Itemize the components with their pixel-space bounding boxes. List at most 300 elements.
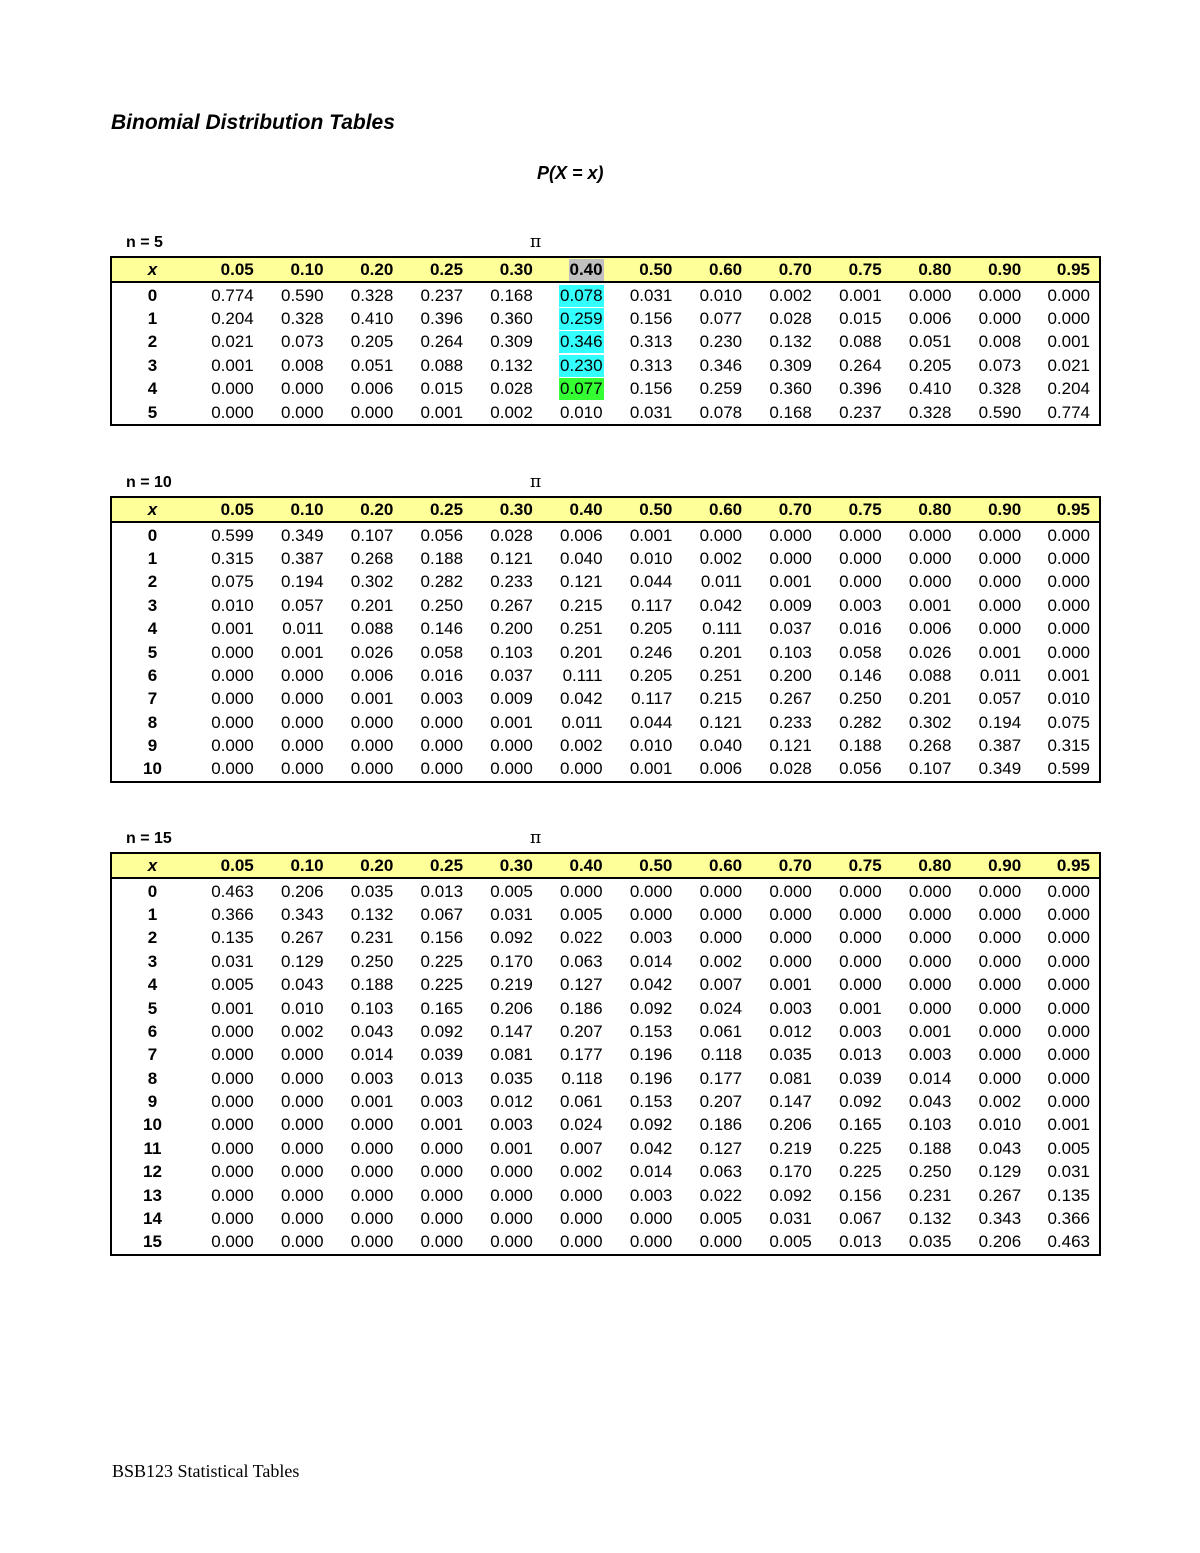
probability-cell xyxy=(542,400,612,424)
probability-value: 0.000 xyxy=(211,759,254,779)
probability-value: 0.001 xyxy=(1047,665,1090,685)
probability-cell xyxy=(612,400,682,424)
probability-value: 0.282 xyxy=(420,572,464,592)
probability-value: 0.001 xyxy=(1047,332,1090,352)
probability-value: 0.001 xyxy=(629,525,673,545)
probability-value: 0.010 xyxy=(211,595,254,615)
probability-cell xyxy=(751,307,821,330)
probability-value: 0.463 xyxy=(1047,1232,1090,1252)
pi-column-header xyxy=(891,853,961,878)
probability-value: 0.599 xyxy=(1047,759,1090,779)
probability-cell xyxy=(193,400,263,424)
probability-cell xyxy=(472,1183,542,1206)
probability-value: 0.000 xyxy=(560,1209,603,1229)
probability-cell xyxy=(751,1067,821,1090)
probability-value: 0.313 xyxy=(629,355,673,375)
binomial-table xyxy=(110,852,1101,1256)
header-value: 0.50 xyxy=(639,500,673,520)
probability-cell xyxy=(751,377,821,400)
probability-cell xyxy=(402,1113,472,1136)
probability-value: 0.219 xyxy=(769,1138,812,1158)
probability-value: 0.051 xyxy=(350,355,394,375)
probability-cell xyxy=(612,996,682,1019)
probability-value: 0.039 xyxy=(839,1068,882,1088)
probability-cell xyxy=(472,687,542,710)
probability-value: 0.000 xyxy=(908,928,952,948)
probability-cell xyxy=(681,1183,751,1206)
header-value: 0.90 xyxy=(988,500,1022,520)
probability-cell xyxy=(960,1113,1030,1136)
probability-cell xyxy=(891,1137,961,1160)
probability-cell xyxy=(891,330,961,353)
probability-cell xyxy=(891,973,961,996)
table-row xyxy=(111,1183,1100,1206)
probability-value: 0.000 xyxy=(978,951,1022,971)
probability-cell xyxy=(472,903,542,926)
probability-cell xyxy=(821,757,891,781)
probability-value: 0.028 xyxy=(490,379,533,399)
probability-cell xyxy=(960,950,1030,973)
probability-value: 0.092 xyxy=(839,1092,882,1112)
probability-value: 0.328 xyxy=(280,308,324,328)
probability-cell xyxy=(612,1043,682,1066)
probability-value: 0.225 xyxy=(420,975,464,995)
probability-value: 0.092 xyxy=(629,998,673,1018)
probability-value: 0.121 xyxy=(769,736,812,756)
x-value-cell: 11 xyxy=(143,1138,162,1158)
probability-value: 0.302 xyxy=(908,712,952,732)
probability-value: 0.078 xyxy=(560,285,603,305)
probability-cell xyxy=(612,354,682,377)
probability-value: 0.000 xyxy=(839,881,882,901)
probability-cell xyxy=(333,640,403,663)
probability-cell xyxy=(891,1183,961,1206)
probability-value: 0.000 xyxy=(769,928,812,948)
probability-value: 0.343 xyxy=(280,904,324,924)
probability-value: 0.346 xyxy=(560,332,603,352)
probability-cell xyxy=(193,1183,263,1206)
probability-cell xyxy=(402,996,472,1019)
probability-value: 0.016 xyxy=(839,619,882,639)
probability-cell xyxy=(681,734,751,757)
probability-cell xyxy=(472,522,542,546)
probability-value: 0.264 xyxy=(420,332,464,352)
probability-value: 0.111 xyxy=(562,665,603,685)
probability-cell xyxy=(821,973,891,996)
probability-cell xyxy=(612,1113,682,1136)
probability-cell xyxy=(960,878,1030,902)
probability-cell xyxy=(612,547,682,570)
probability-value: 0.153 xyxy=(629,1021,673,1041)
pi-column-header xyxy=(333,853,403,878)
probability-value: 0.088 xyxy=(350,619,394,639)
probability-value: 0.000 xyxy=(280,1185,324,1205)
probability-cell xyxy=(1030,687,1100,710)
probability-cell xyxy=(612,640,682,663)
probability-cell xyxy=(751,757,821,781)
probability-value: 0.146 xyxy=(839,665,882,685)
pi-column-header xyxy=(472,853,542,878)
pi-column-header xyxy=(681,497,751,522)
header-value: 0.50 xyxy=(639,856,673,876)
probability-cell xyxy=(612,711,682,734)
probability-value: 0.349 xyxy=(978,759,1022,779)
probability-value: 0.230 xyxy=(699,332,743,352)
header-value: 0.25 xyxy=(429,260,464,280)
probability-cell xyxy=(193,1113,263,1136)
probability-value: 0.003 xyxy=(839,595,882,615)
probability-value: 0.000 xyxy=(280,1115,324,1135)
probability-cell xyxy=(612,1160,682,1183)
probability-value: 0.063 xyxy=(699,1162,743,1182)
probability-value: 0.014 xyxy=(350,1045,394,1065)
n-label: n = 5 xyxy=(126,234,163,251)
probability-value: 0.000 xyxy=(1047,1092,1090,1112)
probability-value: 0.015 xyxy=(839,308,882,328)
probability-cell xyxy=(751,1160,821,1183)
probability-value: 0.010 xyxy=(629,736,673,756)
probability-value: 0.000 xyxy=(1047,1068,1090,1088)
probability-cell xyxy=(891,1020,961,1043)
probability-cell xyxy=(472,950,542,973)
probability-value: 0.001 xyxy=(350,689,394,709)
x-value-cell: 6 xyxy=(147,665,158,685)
probability-cell xyxy=(193,1230,263,1254)
pi-column-header xyxy=(891,257,961,282)
probability-cell xyxy=(891,903,961,926)
probability-cell xyxy=(821,307,891,330)
probability-value: 0.328 xyxy=(350,285,394,305)
probability-value: 0.031 xyxy=(629,285,673,305)
probability-cell xyxy=(402,1160,472,1183)
probability-cell xyxy=(402,594,472,617)
probability-cell xyxy=(612,1090,682,1113)
probability-value: 0.230 xyxy=(560,355,603,375)
probability-value: 0.042 xyxy=(629,975,673,995)
probability-cell xyxy=(960,1067,1030,1090)
probability-value: 0.040 xyxy=(699,736,743,756)
x-value-cell: 6 xyxy=(147,1021,158,1041)
x-value-cell: 12 xyxy=(143,1162,162,1182)
probability-value: 0.204 xyxy=(211,308,254,328)
probability-value: 0.103 xyxy=(350,998,394,1018)
probability-cell xyxy=(193,1043,263,1066)
probability-cell xyxy=(263,354,333,377)
probability-cell xyxy=(891,757,961,781)
probability-value: 0.000 xyxy=(908,904,952,924)
probability-cell xyxy=(542,330,612,353)
page-footer: BSB123 Statistical Tables xyxy=(112,1461,300,1481)
probability-value: 0.103 xyxy=(490,642,533,662)
probability-value: 0.001 xyxy=(420,1115,464,1135)
probability-value: 0.077 xyxy=(560,379,603,399)
probability-cell xyxy=(681,687,751,710)
x-value-cell: 2 xyxy=(147,332,158,352)
probability-cell xyxy=(542,547,612,570)
header-value: 0.10 xyxy=(290,260,324,280)
probability-value: 0.127 xyxy=(560,975,603,995)
probability-value: 0.387 xyxy=(280,548,324,568)
probability-cell xyxy=(891,617,961,640)
probability-value: 0.010 xyxy=(1047,689,1090,709)
probability-value: 0.031 xyxy=(490,904,533,924)
probability-value: 0.774 xyxy=(1047,402,1090,422)
probability-value: 0.000 xyxy=(211,1115,254,1135)
probability-value: 0.000 xyxy=(1047,1021,1090,1041)
probability-cell xyxy=(960,640,1030,663)
probability-value: 0.000 xyxy=(350,712,394,732)
probability-cell xyxy=(1030,1160,1100,1183)
pi-column-header xyxy=(960,497,1030,522)
probability-cell xyxy=(333,903,403,926)
probability-cell xyxy=(472,1043,542,1066)
probability-value: 0.000 xyxy=(560,881,603,901)
table-row xyxy=(111,617,1100,640)
probability-cell xyxy=(333,282,403,306)
header-value: 0.20 xyxy=(360,500,394,520)
probability-cell xyxy=(472,926,542,949)
probability-value: 0.026 xyxy=(908,642,952,662)
probability-value: 0.267 xyxy=(490,595,533,615)
probability-value: 0.117 xyxy=(631,689,673,709)
table-section-n15 xyxy=(110,828,1101,1256)
probability-value: 0.000 xyxy=(839,975,882,995)
table-row xyxy=(111,973,1100,996)
probability-cell xyxy=(472,1160,542,1183)
table-section-n10 xyxy=(110,472,1101,783)
probability-value: 0.000 xyxy=(908,548,952,568)
header-row xyxy=(111,497,1100,522)
probability-value: 0.204 xyxy=(1047,379,1090,399)
probability-value: 0.251 xyxy=(699,665,743,685)
probability-cell xyxy=(891,522,961,546)
probability-cell xyxy=(472,377,542,400)
probability-cell xyxy=(751,617,821,640)
probability-value: 0.237 xyxy=(420,285,464,305)
probability-cell xyxy=(891,400,961,424)
probability-value: 0.147 xyxy=(769,1092,812,1112)
probability-cell xyxy=(263,1020,333,1043)
probability-value: 0.000 xyxy=(211,1045,254,1065)
probability-cell xyxy=(333,354,403,377)
probability-value: 0.200 xyxy=(769,665,812,685)
probability-value: 0.051 xyxy=(908,332,952,352)
probability-cell xyxy=(681,330,751,353)
pi-column-header xyxy=(402,497,472,522)
probability-cell xyxy=(193,757,263,781)
probability-cell xyxy=(1030,330,1100,353)
probability-value: 0.000 xyxy=(978,619,1022,639)
probability-cell xyxy=(193,307,263,330)
probability-value: 0.250 xyxy=(420,595,464,615)
probability-cell xyxy=(891,1160,961,1183)
table-row xyxy=(111,1137,1100,1160)
probability-cell xyxy=(960,1230,1030,1254)
probability-value: 0.022 xyxy=(699,1185,743,1205)
binomial-table xyxy=(110,496,1101,783)
probability-value: 0.006 xyxy=(350,379,394,399)
probability-cell xyxy=(263,1230,333,1254)
probability-value: 0.111 xyxy=(702,619,743,639)
probability-value: 0.000 xyxy=(350,1115,394,1135)
probability-cell xyxy=(751,400,821,424)
x-value-cell: 13 xyxy=(143,1185,162,1205)
probability-cell xyxy=(542,757,612,781)
probability-value: 0.188 xyxy=(350,975,394,995)
probability-cell xyxy=(402,973,472,996)
header-value: 0.20 xyxy=(360,856,394,876)
probability-cell xyxy=(891,1090,961,1113)
probability-cell xyxy=(333,377,403,400)
probability-value: 0.000 xyxy=(350,1232,394,1252)
probability-value: 0.309 xyxy=(769,355,812,375)
table-row xyxy=(111,1230,1100,1254)
probability-cell xyxy=(751,1137,821,1160)
table-row xyxy=(111,687,1100,710)
probability-cell xyxy=(333,687,403,710)
probability-cell xyxy=(193,1020,263,1043)
probability-value: 0.000 xyxy=(280,712,324,732)
probability-cell xyxy=(542,354,612,377)
probability-value: 0.000 xyxy=(211,1232,254,1252)
probability-cell xyxy=(1030,570,1100,593)
probability-value: 0.177 xyxy=(699,1068,743,1088)
probability-value: 0.012 xyxy=(769,1021,812,1041)
probability-cell xyxy=(821,1043,891,1066)
probability-cell xyxy=(960,926,1030,949)
pi-column-header xyxy=(263,853,333,878)
probability-value: 0.000 xyxy=(908,881,952,901)
probability-cell xyxy=(472,1137,542,1160)
pi-column-header xyxy=(263,257,333,282)
probability-value: 0.315 xyxy=(211,548,254,568)
probability-value: 0.599 xyxy=(211,525,254,545)
pi-column-header xyxy=(193,853,263,878)
probability-cell xyxy=(1030,1207,1100,1230)
probability-cell xyxy=(960,996,1030,1019)
probability-cell xyxy=(333,757,403,781)
probability-value: 0.170 xyxy=(490,951,533,971)
probability-value: 0.000 xyxy=(839,525,882,545)
x-value-cell: 3 xyxy=(147,951,158,971)
probability-cell xyxy=(193,734,263,757)
probability-cell xyxy=(402,757,472,781)
probability-value: 0.000 xyxy=(280,1138,324,1158)
probability-cell xyxy=(612,282,682,306)
probability-cell xyxy=(402,617,472,640)
probability-cell xyxy=(402,664,472,687)
x-value-cell: 4 xyxy=(147,619,158,639)
probability-cell xyxy=(891,996,961,1019)
probability-cell xyxy=(333,1113,403,1136)
probability-cell xyxy=(681,1090,751,1113)
probability-cell xyxy=(542,307,612,330)
table-row xyxy=(111,354,1100,377)
probability-cell xyxy=(193,1090,263,1113)
probability-value: 0.000 xyxy=(1047,642,1090,662)
probability-cell xyxy=(1030,400,1100,424)
probability-cell xyxy=(472,354,542,377)
probability-value: 0.215 xyxy=(699,689,743,709)
probability-cell xyxy=(681,1043,751,1066)
probability-cell xyxy=(472,1230,542,1254)
pi-column-header xyxy=(821,853,891,878)
probability-value: 0.075 xyxy=(211,572,254,592)
probability-cell xyxy=(263,1067,333,1090)
probability-cell xyxy=(821,1020,891,1043)
probability-cell xyxy=(821,400,891,424)
probability-value: 0.031 xyxy=(769,1209,812,1229)
probability-value: 0.006 xyxy=(908,308,952,328)
probability-cell xyxy=(612,926,682,949)
probability-cell xyxy=(193,570,263,593)
probability-value: 0.201 xyxy=(908,689,952,709)
probability-cell xyxy=(193,903,263,926)
header-value: 0.70 xyxy=(778,500,812,520)
probability-cell xyxy=(681,594,751,617)
probability-value: 0.201 xyxy=(699,642,743,662)
probability-value: 0.360 xyxy=(769,379,812,399)
probability-value: 0.003 xyxy=(629,928,673,948)
probability-value: 0.000 xyxy=(490,1162,533,1182)
probability-cell xyxy=(960,711,1030,734)
probability-value: 0.021 xyxy=(1047,355,1090,375)
probability-cell xyxy=(821,926,891,949)
probability-value: 0.000 xyxy=(420,712,464,732)
pi-column-header xyxy=(821,497,891,522)
probability-cell xyxy=(1030,377,1100,400)
probability-value: 0.008 xyxy=(280,355,324,375)
probability-value: 0.042 xyxy=(699,595,743,615)
highlighted-header-value: 0.40 xyxy=(569,260,603,280)
probability-value: 0.075 xyxy=(1047,712,1090,732)
probability-value: 0.219 xyxy=(490,975,533,995)
probability-value: 0.024 xyxy=(699,998,743,1018)
probability-value: 0.000 xyxy=(908,285,952,305)
probability-value: 0.002 xyxy=(769,285,812,305)
probability-cell xyxy=(263,547,333,570)
probability-cell xyxy=(891,664,961,687)
probability-value: 0.000 xyxy=(978,904,1022,924)
probability-value: 0.000 xyxy=(839,928,882,948)
probability-value: 0.387 xyxy=(978,736,1022,756)
probability-cell xyxy=(1030,1090,1100,1113)
probability-cell xyxy=(612,1067,682,1090)
probability-value: 0.001 xyxy=(211,355,254,375)
probability-cell xyxy=(751,950,821,973)
x-column-header: x xyxy=(111,257,193,282)
probability-cell xyxy=(542,282,612,306)
probability-value: 0.002 xyxy=(560,1162,603,1182)
probability-value: 0.000 xyxy=(1047,951,1090,971)
probability-value: 0.000 xyxy=(211,379,254,399)
header-value: 0.95 xyxy=(1056,500,1090,520)
probability-value: 0.000 xyxy=(211,1092,254,1112)
probability-cell xyxy=(821,594,891,617)
probability-cell xyxy=(333,1067,403,1090)
probability-cell xyxy=(542,594,612,617)
probability-value: 0.000 xyxy=(769,548,812,568)
probability-value: 0.005 xyxy=(1047,1138,1090,1158)
binomial-table xyxy=(110,256,1101,426)
probability-value: 0.043 xyxy=(350,1021,394,1041)
probability-value: 0.346 xyxy=(699,355,743,375)
probability-cell xyxy=(681,1160,751,1183)
x-value-cell: 15 xyxy=(143,1232,162,1252)
probability-cell xyxy=(891,1207,961,1230)
probability-value: 0.005 xyxy=(490,881,533,901)
probability-cell xyxy=(1030,522,1100,546)
